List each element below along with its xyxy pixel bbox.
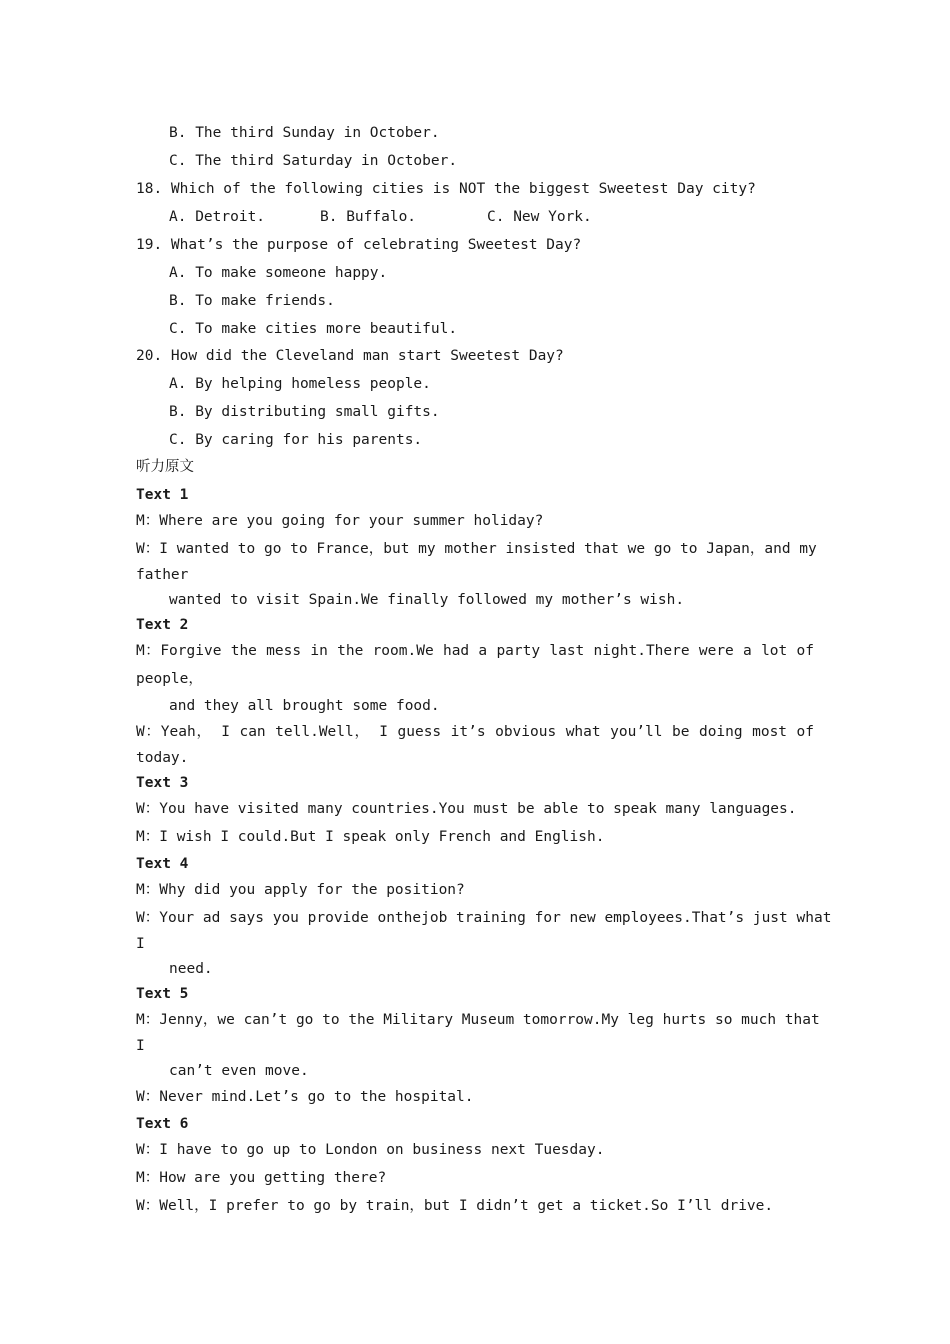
text-5-line: can’t even move. — [169, 1063, 309, 1079]
q19-option-c: C. To make cities more beautiful. — [169, 321, 458, 337]
text-6-line: W：I have to go up to London on business next Tuesday. — [136, 1142, 605, 1158]
text-3-line: W：You have visited many countries.You must be able to speak many languages. — [136, 801, 797, 817]
text-1-line: M：Where are you going for your summer holiday? — [136, 513, 544, 529]
q20-stem: 20. How did the Cleveland man start Sweetest Day? — [136, 348, 564, 364]
text-5-line: W：Never mind.Let’s go to the hospital. — [136, 1089, 474, 1105]
text-1-title: Text 1 — [136, 487, 189, 503]
q19-stem: 19. What’s the purpose of celebrating Sweetest Day? — [136, 237, 582, 253]
text-4-line: W：Your ad says you provide onthejob training for new employees.That’s just what — [136, 910, 832, 926]
q19-option-b: B. To make friends. — [169, 293, 335, 309]
text-1-line: W：I wanted to go to France，but my mother insisted that we go to Japan，and my — [136, 541, 817, 557]
q18-option-a: A. Detroit. — [169, 209, 266, 225]
text-2-line: today. — [136, 750, 189, 766]
text-2-line: and they all brought some food. — [169, 698, 440, 714]
text-5-line: M：Jenny，we can’t go to the Military Museum tomorrow.My leg hurts so much that — [136, 1012, 820, 1028]
text-5-title: Text 5 — [136, 986, 189, 1002]
text-4-line: I — [136, 936, 145, 952]
q20-option-a: A. By helping homeless people. — [169, 376, 431, 392]
transcript-heading: 听力原文 — [136, 459, 194, 475]
text-2-line: W：Yeah， I can tell.Well， I guess it’s obvious what you’ll be doing most of — [136, 724, 814, 740]
text-1-line: wanted to visit Spain.We finally followed my mother’s wish. — [169, 592, 685, 608]
q18-stem: 18. Which of the following cities is NOT the biggest Sweetest Day city? — [136, 181, 756, 197]
text-1-line: father — [136, 567, 189, 583]
q18-option-c: C. New York. — [487, 209, 592, 225]
text-3-line: M：I wish I could.But I speak only French and English. — [136, 829, 605, 845]
text-6-line: M：How are you getting there? — [136, 1170, 387, 1186]
q20-option-c: C. By caring for his parents. — [169, 432, 423, 448]
text-6-title: Text 6 — [136, 1116, 189, 1132]
q17-option-c: C. The third Saturday in October. — [169, 153, 458, 169]
text-5-line: I — [136, 1038, 145, 1054]
q19-option-a: A. To make someone happy. — [169, 265, 388, 281]
q18-option-b: B. Buffalo. — [320, 209, 417, 225]
text-2-line: people， — [136, 671, 203, 687]
q17-option-b: B. The third Sunday in October. — [169, 125, 440, 141]
text-3-title: Text 3 — [136, 775, 189, 791]
text-4-line: M：Why did you apply for the position? — [136, 882, 465, 898]
text-4-line: need. — [169, 961, 213, 977]
text-2-line: M：Forgive the mess in the room.We had a party last night.There were a lot of — [136, 643, 814, 659]
text-4-title: Text 4 — [136, 856, 189, 872]
q20-option-b: B. By distributing small gifts. — [169, 404, 440, 420]
text-6-line: W：Well，I prefer to go by train，but I didn’t get a ticket.So I’ll drive. — [136, 1198, 774, 1214]
text-2-title: Text 2 — [136, 617, 189, 633]
